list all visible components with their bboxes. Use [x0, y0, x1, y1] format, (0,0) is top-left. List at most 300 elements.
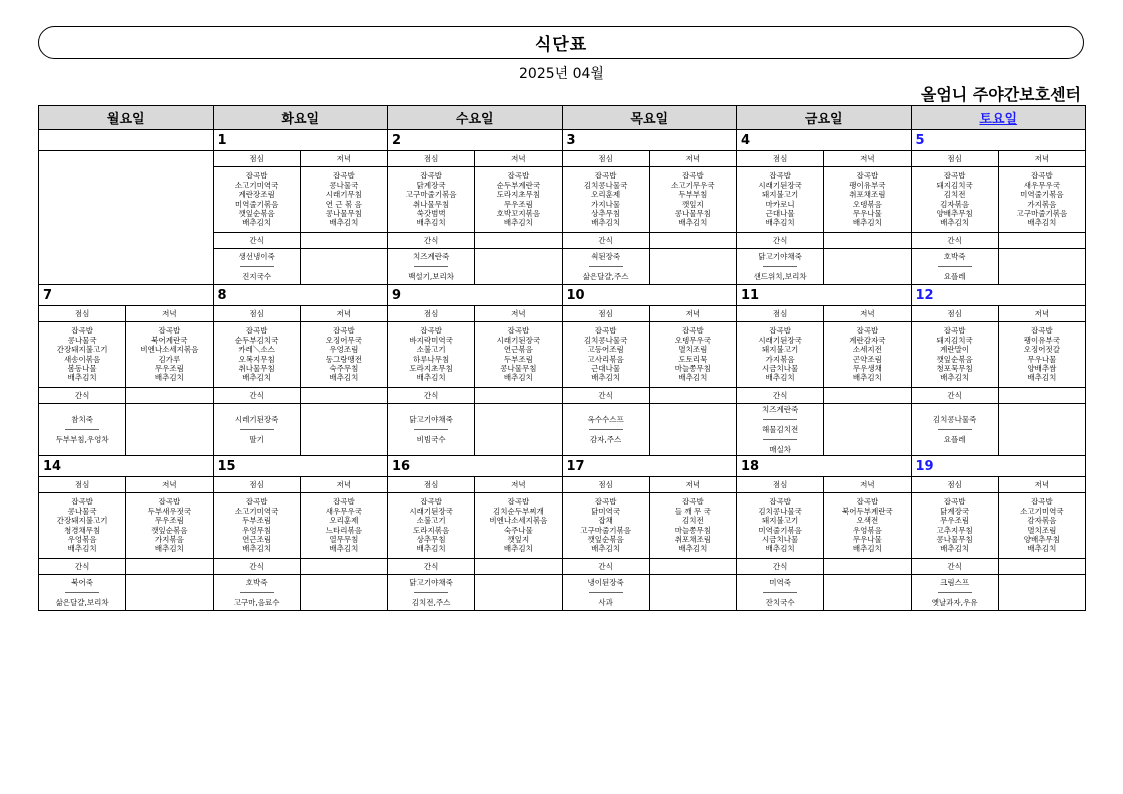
menu-item: 비엔나소세지볶음 [489, 516, 548, 526]
snack-divider [589, 266, 623, 267]
dinner-label: 저녁 [998, 306, 1085, 322]
menu-item: 돼지불고기 [762, 516, 799, 526]
menu-item: 잡곡밥 [943, 326, 966, 336]
menu-item: 근대나물 [765, 208, 795, 218]
snack-item: 호박죽 [245, 578, 268, 587]
menu-item: 콩나물무침 [500, 363, 537, 373]
date-number: 16 [388, 456, 563, 477]
snack-menu [562, 404, 649, 456]
snack-divider [414, 429, 448, 430]
menu-item: 배추김치 [678, 218, 708, 228]
menu-item: 바지락미역국 [409, 335, 453, 345]
dinner-label: 저녁 [824, 151, 911, 167]
menu-item: 취포채조림 [674, 534, 711, 544]
menu-item: 우엉조림 [329, 345, 359, 355]
snack-menu-empty [998, 575, 1085, 611]
snack-divider [414, 592, 448, 593]
snack-item: 딸기 [249, 435, 264, 444]
lunch-menu [39, 322, 126, 388]
week-lab-row [39, 306, 1086, 322]
lunch-menu [737, 167, 824, 233]
menu-item: 잡곡밥 [158, 326, 181, 336]
menu-item: 배추김치 [503, 544, 533, 554]
menu-item: 김치전 [682, 516, 704, 526]
menu-item: 취포채조림 [849, 190, 886, 200]
snack-item: 두부부침,우엉차 [55, 435, 109, 444]
menu-item: 시래기된장국 [409, 506, 453, 516]
menu-item: 상추무침 [591, 208, 621, 218]
snack-item: 참치죽 [71, 415, 93, 424]
snack-label: 간식 [737, 559, 824, 575]
menu-item: 고사리볶음 [587, 354, 624, 364]
dinner-label: 저녁 [475, 151, 562, 167]
lunch-menu [737, 322, 824, 388]
date-number: 1 [213, 130, 388, 151]
snack-label-empty [998, 559, 1085, 575]
snack-menu [39, 575, 126, 611]
week-snmenu-row [39, 575, 1086, 611]
snack-item: 감자,주스 [589, 435, 622, 444]
menu-item: 배추김치 [765, 373, 795, 383]
snack-item: 요플레 [943, 272, 966, 281]
snack-item: 치즈계란죽 [762, 405, 799, 414]
menu-item: 잡곡밥 [71, 497, 93, 507]
menu-item: 취나물무침 [413, 199, 450, 209]
snack-item: 김치콩나물죽 [932, 415, 977, 424]
menu-item: 시래기된장국 [496, 335, 541, 345]
menu-item: 소불고기 [416, 516, 446, 526]
snack-divider [763, 266, 797, 267]
snack-label: 간식 [213, 388, 300, 404]
menu-item: 잡곡밥 [594, 497, 617, 507]
snack-divider [763, 439, 797, 440]
menu-item: 가지볶음 [1027, 199, 1057, 209]
menu-item: 잡곡밥 [333, 326, 355, 336]
menu-item: 배추김치 [67, 544, 97, 554]
menu-item: 팽이유부국 [849, 180, 886, 190]
dinner-label: 저녁 [300, 477, 387, 493]
weekday-header: 토요일 [911, 106, 1086, 130]
menu-item: 무우생채 [852, 363, 882, 373]
menu-item: 새우무우국 [1023, 180, 1060, 190]
snack-divider [763, 592, 797, 593]
week-snlab-row [39, 388, 1086, 404]
snack-menu-empty [126, 404, 213, 456]
menu-item: 김치콩나물국 [583, 335, 628, 345]
date-number: 12 [911, 285, 1086, 306]
menu-item: 배추김치 [503, 373, 533, 383]
snack-divider [240, 429, 274, 430]
menu-item: 하루나무침 [413, 354, 450, 364]
snack-menu [388, 249, 475, 285]
menu-item: 무우나물 [1027, 354, 1057, 364]
snack-label-empty [126, 388, 213, 404]
date-number: 14 [39, 456, 214, 477]
menu-item: 순두부계란국 [496, 180, 541, 190]
snack-divider [589, 429, 623, 430]
menu-item: 잡곡밥 [158, 497, 181, 507]
week-snlab-row [39, 559, 1086, 575]
menu-item: 간장돼지불고기 [56, 516, 108, 526]
date-number: 10 [562, 285, 737, 306]
menu-item: 소불고기 [416, 345, 446, 355]
title-banner [38, 26, 1084, 59]
snack-item: 닭고기야채죽 [409, 578, 453, 587]
menu-item: 숙주나물 [503, 525, 533, 535]
menu-item: 깻잎지 [507, 534, 530, 544]
snack-item: 요플레 [943, 435, 966, 444]
menu-item: 배추김치 [242, 373, 272, 383]
menu-item: 잡곡밥 [420, 171, 442, 181]
snack-divider [65, 592, 99, 593]
snack-menu-empty [649, 404, 736, 456]
menu-item: 배추김치 [591, 218, 621, 228]
menu-item: 간장돼지불고기 [56, 345, 108, 355]
menu-item: 도라지초무침 [409, 363, 453, 373]
menu-item: 배추김치 [852, 544, 882, 554]
date-number: 15 [213, 456, 388, 477]
date-number: 4 [737, 130, 912, 151]
dinner-menu [998, 493, 1085, 559]
snack-item: 치즈계란죽 [413, 252, 450, 261]
menu-item: 감자볶음 [1027, 516, 1057, 526]
snack-menu [737, 575, 824, 611]
menu-item: 잡곡밥 [594, 171, 617, 181]
menu-item: 숙주무침 [329, 363, 359, 373]
menu-item: 잡곡밥 [507, 326, 530, 336]
dinner-menu [475, 493, 562, 559]
menu-item: 배추김치 [242, 218, 272, 228]
menu-item: 우엉무침 [242, 525, 272, 535]
snack-menu-empty [824, 404, 911, 456]
date-number: 11 [737, 285, 912, 306]
lunch-label: 점심 [737, 477, 824, 493]
snack-label: 간식 [562, 388, 649, 404]
snack-menu [213, 575, 300, 611]
week-menu-row [39, 322, 1086, 388]
menu-item: 김치콩나물국 [583, 180, 628, 190]
meal-calendar [38, 105, 1086, 611]
menu-item: 잡곡밥 [769, 326, 791, 336]
menu-item: 배추김치 [1027, 544, 1057, 554]
menu-item: 가지볶음 [765, 354, 795, 364]
menu-item: 두부새우젓국 [147, 506, 192, 516]
menu-item: 비엔나소세지볶음 [140, 345, 199, 355]
snack-item: 냉이된장죽 [587, 578, 624, 587]
menu-item: 멸치조림 [1027, 525, 1057, 535]
menu-item: 고등어조림 [587, 345, 624, 355]
menu-item: 배추김치 [416, 373, 446, 383]
menu-item: 김치전 [943, 190, 966, 200]
snack-label: 간식 [213, 233, 300, 249]
snack-menu-empty [824, 575, 911, 611]
dinner-label: 저녁 [475, 306, 562, 322]
menu-item: 고구마줄기볶음 [405, 190, 457, 200]
lunch-menu [737, 493, 824, 559]
menu-item: 양배추무침 [1023, 534, 1060, 544]
weekday-header-row [39, 106, 1086, 130]
dinner-menu [824, 167, 911, 233]
lunch-menu [388, 493, 475, 559]
snack-menu [39, 404, 126, 456]
menu-item: 김치순두부찌개 [493, 506, 544, 516]
lunch-label: 점심 [213, 306, 300, 322]
dinner-label: 저녁 [475, 477, 562, 493]
snack-label-empty [824, 233, 911, 249]
empty-date-cell [39, 130, 214, 151]
page-title: 식단표 [534, 35, 588, 55]
snack-menu-empty [300, 404, 387, 456]
dinner-menu [126, 322, 213, 388]
weekday-header: 목요일 [562, 106, 737, 130]
menu-item: 미역줄기볶음 [1020, 190, 1064, 200]
menu-item: 배추김치 [1027, 218, 1057, 228]
dinner-label: 저녁 [998, 151, 1085, 167]
menu-item: 오뎅무우국 [674, 335, 711, 345]
snack-menu [562, 249, 649, 285]
menu-item: 가지볶음 [154, 534, 184, 544]
lunch-menu [911, 167, 998, 233]
menu-item: 잡곡밥 [420, 497, 442, 507]
snack-label-empty [300, 388, 387, 404]
menu-item: 콩나물국 [67, 506, 97, 516]
menu-item: 깻잎지 [682, 199, 704, 209]
menu-item: 시금치나물 [762, 534, 799, 544]
menu-item: 깻잎순볶음 [151, 525, 188, 535]
menu-item: 연근조림 [242, 534, 272, 544]
menu-item: 순두부김치국 [234, 335, 279, 345]
dinner-label: 저녁 [649, 306, 736, 322]
weekday-header: 금요일 [737, 106, 912, 130]
lunch-menu [213, 322, 300, 388]
snack-item: 잔치국수 [765, 598, 795, 607]
lunch-menu [562, 322, 649, 388]
menu-item: 도라지볶음 [413, 525, 450, 535]
snack-item: 삶은달걀,보리차 [55, 598, 109, 607]
menu-item: 양배추쌈 [1027, 363, 1057, 373]
lunch-label: 점심 [388, 306, 475, 322]
snack-label-empty [126, 559, 213, 575]
menu-item: 잡곡밥 [682, 497, 704, 507]
snack-divider [763, 419, 797, 420]
lunch-label: 점심 [737, 306, 824, 322]
menu-item: 도라지초무침 [496, 190, 541, 200]
snack-label: 간식 [388, 388, 475, 404]
snack-menu-empty [126, 575, 213, 611]
menu-item: 잡곡밥 [856, 326, 879, 336]
dinner-menu [998, 322, 1085, 388]
lunch-menu [562, 493, 649, 559]
dinner-label: 저녁 [649, 477, 736, 493]
menu-item: 김자볶음 [940, 199, 970, 209]
menu-item: 고구마줄기볶음 [1016, 208, 1068, 218]
snack-label: 간식 [213, 559, 300, 575]
snack-item: 삶은달걀,주스 [582, 272, 629, 281]
lunch-label: 점심 [388, 151, 475, 167]
menu-item: 잡곡밥 [769, 497, 791, 507]
lunch-label: 점심 [388, 477, 475, 493]
snack-menu [911, 575, 998, 611]
snack-menu [737, 249, 824, 285]
menu-item: 깻잎순볶음 [587, 534, 624, 544]
menu-item: 배추김치 [242, 544, 272, 554]
snack-label-empty [649, 559, 736, 575]
snack-divider [938, 266, 972, 267]
menu-item: 배추김치 [503, 218, 533, 228]
snack-item: 진지국수 [242, 272, 272, 281]
menu-item: 오징어젓갈 [1023, 345, 1060, 355]
week-dates-row [39, 130, 1086, 151]
menu-item: 오징어무국 [325, 335, 362, 345]
menu-item: 잡곡밥 [420, 326, 442, 336]
snack-divider [589, 592, 623, 593]
menu-item: 동그랑땡전 [325, 354, 362, 364]
menu-item: 곤약조림 [852, 354, 882, 364]
dinner-menu [649, 493, 736, 559]
snack-item: 옛날과자,우유 [931, 598, 978, 607]
snack-item: 김치전,주스 [411, 598, 451, 607]
snack-label: 간식 [562, 233, 649, 249]
snack-menu [388, 404, 475, 456]
menu-item: 잡곡밥 [71, 326, 93, 336]
snack-menu-empty [300, 249, 387, 285]
snack-item: 시레기된장죽 [234, 415, 279, 424]
menu-item: 오색전 [856, 516, 879, 526]
snack-menu [388, 575, 475, 611]
date-number: 5 [911, 130, 1086, 151]
snack-divider [414, 266, 448, 267]
lunch-menu [562, 167, 649, 233]
dinner-menu [824, 493, 911, 559]
menu-item: 우엉볶음 [852, 525, 882, 535]
snack-divider [938, 429, 972, 430]
lunch-label: 점심 [911, 306, 998, 322]
week-dates-row [39, 456, 1086, 477]
snack-menu-empty [475, 404, 562, 456]
lunch-label: 점심 [39, 306, 126, 322]
menu-item: 무우조림 [940, 516, 970, 526]
dinner-label: 저녁 [998, 477, 1085, 493]
menu-item: 새송이볶음 [64, 354, 101, 364]
menu-item: 계란장조림 [238, 190, 275, 200]
menu-item: 잡곡밥 [245, 326, 268, 336]
snack-item: 매실차 [769, 445, 791, 454]
lunch-label: 점심 [562, 477, 649, 493]
week-menu-row [39, 493, 1086, 559]
lunch-menu [388, 322, 475, 388]
dinner-menu [300, 167, 387, 233]
menu-item: 쑥갓범벅 [416, 208, 446, 218]
menu-item: 배추김치 [678, 544, 708, 554]
menu-item: 마늘쫑무침 [674, 363, 711, 373]
snack-menu-empty [475, 249, 562, 285]
menu-item: 취나물무침 [238, 363, 275, 373]
snack-menu-empty [998, 249, 1085, 285]
menu-item: 가지나물 [591, 199, 621, 209]
menu-item: 배추김치 [154, 373, 184, 383]
menu-item: 연근볶음 [503, 345, 533, 355]
snack-item: 생선냉이죽 [238, 252, 275, 261]
menu-item: 봄동나물 [67, 363, 97, 373]
lunch-label: 점심 [911, 477, 998, 493]
snack-label: 간식 [911, 559, 998, 575]
snack-menu-empty [824, 249, 911, 285]
menu-item: 무우나물 [852, 208, 882, 218]
snack-label-empty [475, 559, 562, 575]
snack-label-empty [824, 559, 911, 575]
menu-item: 깻잎순볶음 [238, 208, 275, 218]
menu-item: 무우조림 [154, 363, 184, 373]
weekday-header: 수요일 [388, 106, 563, 130]
menu-item: 청포묵무침 [936, 363, 973, 373]
center-name: 올엄니 주야간보호센터 [920, 85, 1081, 104]
snack-label: 간식 [388, 559, 475, 575]
snack-item: 닭고기야채죽 [409, 415, 453, 424]
snack-label-empty [824, 388, 911, 404]
weekday-header: 화요일 [213, 106, 388, 130]
date-number: 3 [562, 130, 737, 151]
snack-label: 간식 [911, 388, 998, 404]
menu-item: 배추김치 [940, 218, 970, 228]
menu-item: 배추김치 [1027, 373, 1057, 383]
lunch-label: 점심 [39, 477, 126, 493]
dinner-label: 저녁 [300, 151, 387, 167]
lunch-menu [388, 167, 475, 233]
menu-item: 김가루 [158, 354, 181, 364]
menu-item: 잡곡밥 [333, 171, 355, 181]
menu-item: 소고기무우국 [671, 180, 715, 190]
menu-item: 열무무침 [329, 534, 359, 544]
snack-label-empty [649, 233, 736, 249]
snack-item: 호박죽 [943, 252, 966, 261]
dinner-label: 저녁 [824, 477, 911, 493]
week-snmenu-row [39, 404, 1086, 456]
dinner-menu [649, 167, 736, 233]
dinner-menu [300, 322, 387, 388]
snack-menu-empty [649, 575, 736, 611]
menu-item: 잡곡밥 [245, 171, 268, 181]
menu-item: 배추김치 [416, 218, 446, 228]
menu-item: 호박꼬지볶음 [496, 208, 541, 218]
menu-item: 느타리볶음 [325, 525, 362, 535]
menu-item: 근대나물 [591, 363, 621, 373]
snack-item: 옥수수스프 [587, 415, 624, 424]
menu-item: 두부부침 [678, 190, 708, 200]
dinner-label: 저녁 [649, 151, 736, 167]
snack-menu-empty [475, 575, 562, 611]
menu-item: 미역줄기볶음 [758, 525, 802, 535]
snack-label-empty [998, 388, 1085, 404]
menu-item: 콩나물국 [329, 180, 359, 190]
menu-item: 잡곡밥 [769, 171, 791, 181]
date-number: 2 [388, 130, 563, 151]
menu-item: 잡곡밥 [245, 497, 268, 507]
dinner-label: 저녁 [300, 306, 387, 322]
snack-item: 크림스프 [940, 578, 970, 587]
menu-item: 배추김치 [765, 544, 795, 554]
menu-item: 우엉볶음 [67, 534, 97, 544]
menu-item: 소고기미역국 [1020, 506, 1064, 516]
menu-item: 돼지김치국 [936, 335, 973, 345]
snack-item: 사과 [598, 598, 613, 607]
snack-item: 샌드위치,보리차 [753, 272, 807, 281]
lunch-menu [911, 322, 998, 388]
menu-item: 오복지무침 [238, 354, 275, 364]
snack-menu-empty [649, 249, 736, 285]
menu-item: 계란감자국 [849, 335, 886, 345]
snack-divider [938, 592, 972, 593]
week-lab-row [39, 151, 1086, 167]
